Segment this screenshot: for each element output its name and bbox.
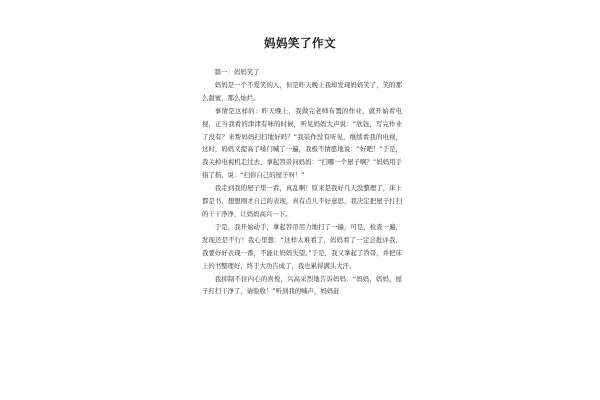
section-heading: 篇一：妈妈笑了 bbox=[214, 68, 260, 76]
document-body bbox=[202, 66, 402, 298]
document-title: 妈妈笑了作文 bbox=[264, 36, 336, 50]
paragraph: 我走到我的屋子里一看，真乱啊！原来是我好几天没整理了，床上都是书、想想刚才自己的表现，真有点儿不好意思，我决定把屋子打扫的干干净净，让妈妈高兴一下。 bbox=[202, 184, 402, 218]
paragraph: 妈妈是一个不爱笑的人，但是昨天晚上我却发现妈妈笑了，笑的那么甜蜜，那么灿烂。 bbox=[202, 80, 402, 102]
paragraph: 于是，我开始动手，拿起笤帚用力地扫了一遍，可是，检查一遍，发现还是不行！我心里想：“这样太难看了，妈妈看了一定会批评我，我要好好表现一番，不能让妈妈失望。”于是，我又拿起了笤帚，并把床上的书整理好，终于大功告成了，我也累得满头大汗。 bbox=[202, 222, 402, 270]
paragraph: 事情是这样的：昨天晚上，我做完老师布置的作业，就开始看电视，正当我看的津津有味的时候，听见妈妈大声说：“欣钰，写完作业了没有？来帮妈妈扫扫地好吗？”我装作没有听见，继续看我的电视，这时，妈妈又提高了嗓门喊了一遍，我极不情愿地说：“好吧！”于是，我关掉电视机走过去，拿起笤帚问妈妈：“扫哪一个屋子啊？”妈妈用手指了指，说：“扫你自己的屋子呀！” bbox=[202, 106, 402, 180]
paragraph: 我抑制不住内心的喜悦，兴高采烈地告诉妈妈：“妈妈，妈妈，屋子打扫干净了，请验收！”听到我的喊声，妈妈赶 bbox=[202, 274, 402, 296]
